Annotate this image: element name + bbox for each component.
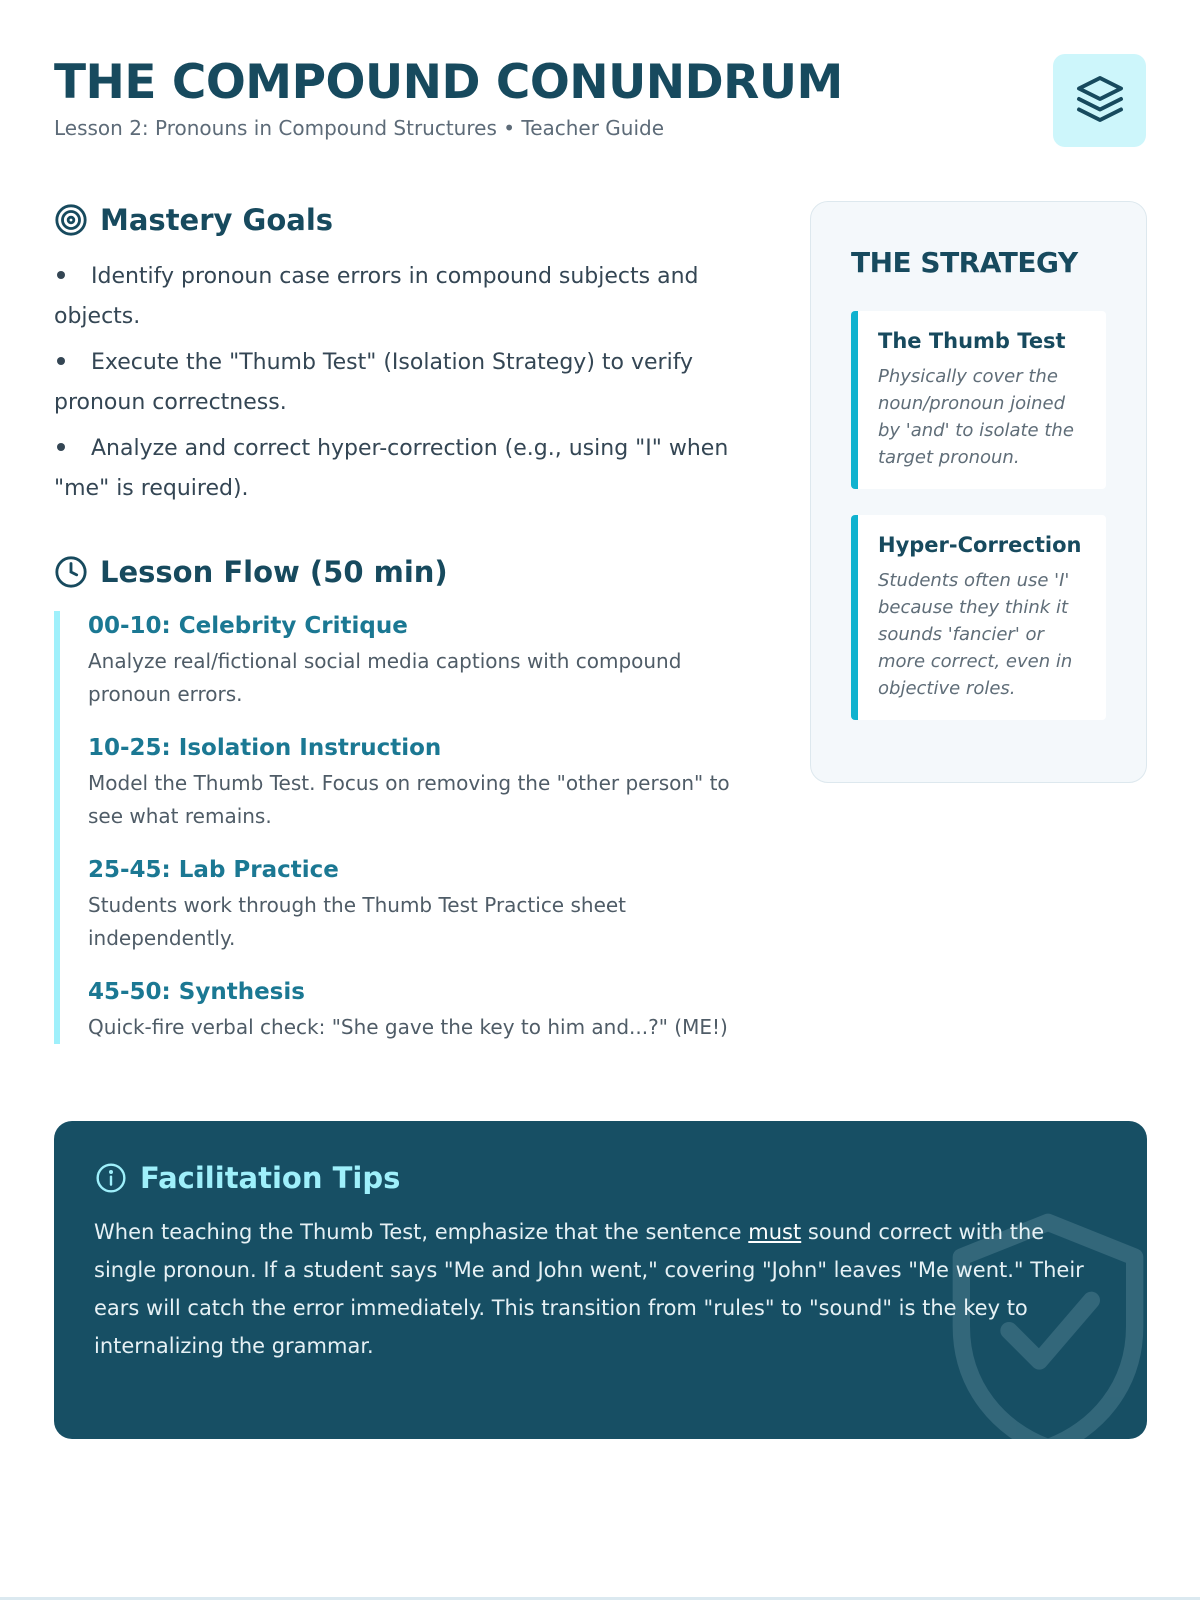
- flow-step-title: 10-25: Isolation Instruction: [88, 735, 442, 761]
- goal-text: Analyze and correct hyper-correction (e.g., using "I" when "me" is required).: [54, 436, 729, 501]
- strategy-card-body: Physically cover the noun/pronoun joined by 'and' to isolate the target pronoun.: [878, 366, 1074, 468]
- mastery-goals-title: Mastery Goals: [100, 203, 334, 237]
- tips-text-part: When teaching the Thumb Test, emphasize that the sentence: [94, 1220, 749, 1244]
- header-badge: [1053, 54, 1146, 147]
- target-icon: [54, 203, 88, 237]
- flow-step-description: Quick-fire verbal check: "She gave the key to him and...?" (ME!): [88, 1015, 728, 1039]
- flow-step: [88, 977, 764, 1044]
- list-item: [54, 429, 754, 509]
- goal-text: Identify pronoun case errors in compound subjects and objects.: [54, 264, 699, 329]
- tips-text-part: sound correct with the single pronoun. If a student says "Me and John went," covering "John" leaves "Me went." Their ears will catch the error immediately. This transition from "rules" to "sound" is the key to internalizing the grammar.: [94, 1220, 1084, 1358]
- list-item: [54, 343, 754, 423]
- flow-step-title: 00-10: Celebrity Critique: [88, 613, 408, 639]
- flow-step-title: 45-50: Synthesis: [88, 979, 305, 1005]
- flow-step-description: Students work through the Thumb Test Practice sheet independently.: [88, 893, 627, 950]
- mastery-goals-heading: [54, 203, 754, 237]
- goal-text: Execute the "Thumb Test" (Isolation Strategy) to verify pronoun correctness.: [54, 350, 694, 415]
- lesson-flow-section: [54, 555, 764, 1044]
- strategy-card-body: Students often use 'I' because they think it sounds 'fancier' or more correct, even in objective roles.: [878, 570, 1073, 699]
- facilitation-tips-box: [54, 1121, 1147, 1439]
- lesson-flow-timeline: [54, 611, 764, 1044]
- lesson-flow-title: Lesson Flow (50 min): [100, 555, 448, 589]
- flow-step: [88, 611, 764, 711]
- strategy-title: THE STRATEGY: [851, 246, 1078, 279]
- facilitation-tips-text: [94, 1213, 1107, 1365]
- flow-step-description: Model the Thumb Test. Focus on removing the "other person" to see what remains.: [88, 771, 730, 828]
- clock-icon: [54, 555, 88, 589]
- strategy-card-title: Hyper-Correction: [878, 533, 1082, 557]
- mastery-goals-section: [54, 203, 754, 515]
- page-title: THE COMPOUND CONUNDRUM: [54, 55, 843, 110]
- flow-step: [88, 855, 764, 955]
- strategy-panel: [810, 201, 1147, 783]
- lesson-flow-heading: [54, 555, 764, 589]
- facilitation-tips-heading: [94, 1161, 1107, 1195]
- mastery-goals-list: [54, 257, 754, 509]
- layers-icon: [1072, 71, 1128, 131]
- page-subtitle: Lesson 2: Pronouns in Compound Structures • Teacher Guide: [54, 116, 665, 140]
- flow-step-description: Analyze real/fictional social media captions with compound pronoun errors.: [88, 649, 682, 706]
- facilitation-tips-title: Facilitation Tips: [140, 1161, 401, 1195]
- strategy-card-title: The Thumb Test: [878, 329, 1066, 353]
- strategy-card-hyper-correction: [851, 515, 1106, 720]
- tips-emphasis: must: [748, 1220, 802, 1244]
- strategy-card-thumb-test: [851, 311, 1106, 489]
- list-item: [54, 257, 754, 337]
- info-icon: [94, 1161, 128, 1195]
- flow-step: [88, 733, 764, 833]
- header: [54, 56, 1146, 148]
- flow-step-title: 25-45: Lab Practice: [88, 857, 339, 883]
